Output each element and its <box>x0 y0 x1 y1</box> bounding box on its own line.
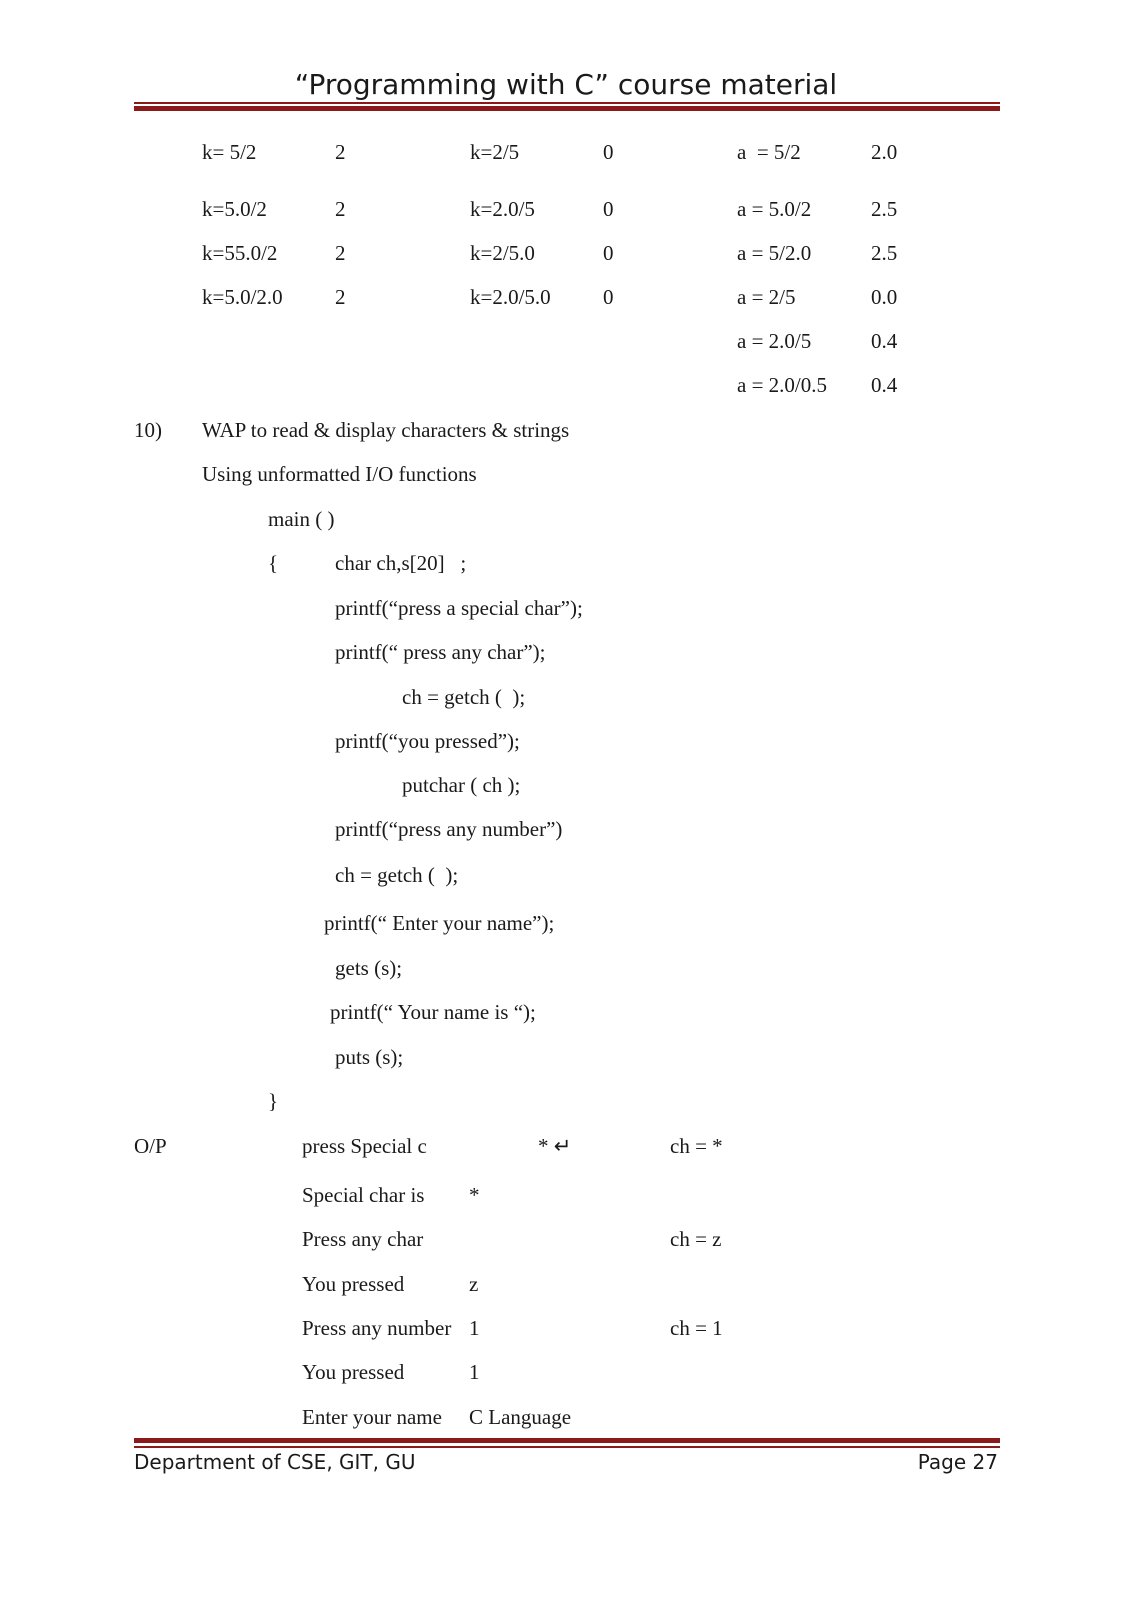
question-line-2: Using unformatted I/O functions <box>202 462 477 486</box>
table-cell: a = 2.0/5 <box>737 329 812 353</box>
output-ch: ch = z <box>670 1227 722 1251</box>
table-cell: a = 2.0/0.5 <box>737 373 827 397</box>
output-text: press Special c <box>302 1134 427 1158</box>
page-header-title: “Programming with C” course material <box>294 68 838 101</box>
table-cell: 2 <box>335 140 346 164</box>
table-cell: k=2/5.0 <box>470 241 535 265</box>
output-ch: ch = * <box>670 1134 723 1158</box>
table-cell: k=2.0/5 <box>470 197 535 221</box>
output-text: You pressed <box>302 1360 405 1384</box>
table-cell: 2 <box>335 285 346 309</box>
table-cell: k=55.0/2 <box>202 241 278 265</box>
table-cell: k=2.0/5.0 <box>470 285 551 309</box>
question-number: 10) <box>134 418 162 442</box>
output-value: * <box>469 1183 480 1207</box>
table-cell: 0 <box>603 285 614 309</box>
footer-department: Department of CSE, GIT, GU <box>134 1450 416 1474</box>
table-cell: 2.5 <box>871 241 898 265</box>
code-line: } <box>268 1089 279 1113</box>
code-line: printf(“you pressed”); <box>335 729 520 753</box>
table-cell: 0.4 <box>871 329 898 353</box>
output-value: C Language <box>469 1405 572 1429</box>
question-line-1: WAP to read & display characters & strings <box>202 418 570 442</box>
output-value: z <box>469 1272 479 1296</box>
code-line: printf(“ press any char”); <box>335 640 546 664</box>
table-cell: k=5.0/2 <box>202 197 267 221</box>
output-text: Special char is <box>302 1183 425 1207</box>
table-cell: 0.4 <box>871 373 898 397</box>
output-text: Press any char <box>302 1227 424 1251</box>
output-ch: ch = 1 <box>670 1316 723 1340</box>
output-text: Enter your name <box>302 1405 442 1429</box>
table-cell: a = 5.0/2 <box>737 197 812 221</box>
output-text: You pressed <box>302 1272 405 1296</box>
code-line: putchar ( ch ); <box>402 773 521 797</box>
table-cell: a = 5/2.0 <box>737 241 812 265</box>
code-line: printf(“press any number”) <box>335 817 563 841</box>
code-line: gets (s); <box>335 956 403 980</box>
footer-page-number: Page 27 <box>917 1450 998 1474</box>
code-line: ch = getch ( ); <box>335 863 459 887</box>
output-value: 1 <box>469 1316 480 1340</box>
output-text: Press any number <box>302 1316 452 1340</box>
table-cell: a = 2/5 <box>737 285 796 309</box>
table-cell: 0 <box>603 197 614 221</box>
output-value: 1 <box>469 1360 480 1384</box>
code-line: char ch,s[20] ; <box>335 551 467 575</box>
code-line: ch = getch ( ); <box>402 685 526 709</box>
code-line: { <box>268 551 279 575</box>
table-cell: 0.0 <box>871 285 898 309</box>
table-cell: a = 5/2 <box>737 140 801 164</box>
code-line: printf(“ Enter your name”); <box>324 911 555 935</box>
footer-rule-thin <box>134 1446 1000 1448</box>
header-rule-thick <box>134 106 1000 111</box>
header-rule-thin <box>134 102 1000 104</box>
code-line: main ( ) <box>268 507 335 531</box>
table-cell: k=5.0/2.0 <box>202 285 283 309</box>
output-label: O/P <box>134 1134 167 1158</box>
table-cell: 2 <box>335 241 346 265</box>
output-key: * ↵ <box>538 1134 572 1158</box>
table-cell: 2 <box>335 197 346 221</box>
table-cell: 2.5 <box>871 197 898 221</box>
table-cell: 2.0 <box>871 140 898 164</box>
footer-rule-thick <box>134 1438 1000 1443</box>
code-line: printf(“ Your name is “); <box>330 1000 536 1024</box>
table-cell: 0 <box>603 241 614 265</box>
table-cell: k= 5/2 <box>202 140 257 164</box>
code-line: puts (s); <box>335 1045 404 1069</box>
code-line: printf(“press a special char”); <box>335 596 583 620</box>
table-cell: k=2/5 <box>470 140 520 164</box>
table-cell: 0 <box>603 140 614 164</box>
